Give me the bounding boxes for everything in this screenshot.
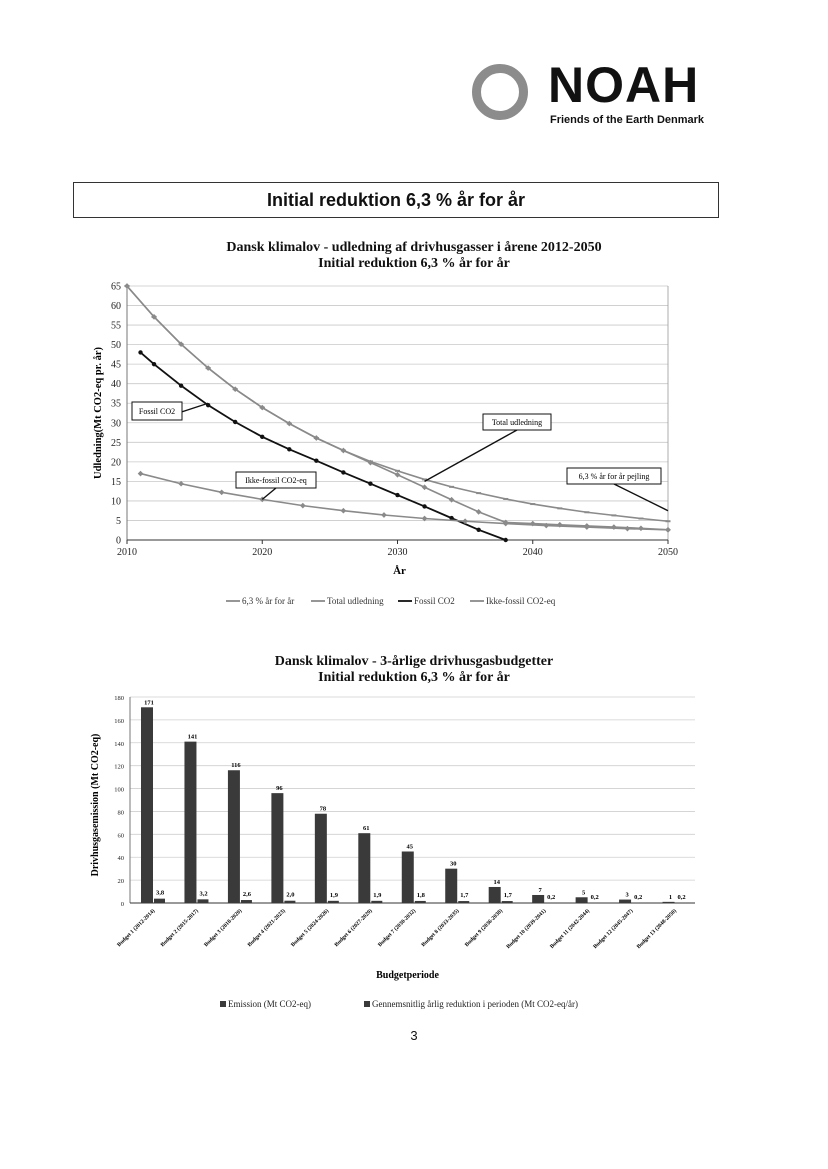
bar-value-label: 141	[187, 733, 198, 741]
data-point	[341, 448, 347, 454]
bar-value-label: 0,2	[634, 893, 643, 901]
legend-swatch	[364, 1001, 370, 1007]
y-tick-label: 120	[114, 763, 124, 771]
bar-value-label: 3,8	[156, 889, 165, 897]
bar-value-label: 116	[231, 762, 241, 770]
data-point	[449, 486, 454, 488]
bar-value-label: 1,9	[329, 891, 338, 899]
emission-bar	[315, 814, 327, 903]
y-tick-label: 40	[117, 855, 124, 863]
y-tick-label: 10	[111, 496, 121, 508]
reduction-bar	[197, 899, 208, 903]
bar-value-label: 3	[625, 891, 629, 899]
y-tick-label: 50	[111, 340, 121, 352]
data-point	[260, 435, 264, 439]
y-axis-label: Udledning(Mt CO2-eq pr. år)	[93, 346, 104, 480]
reduction-bar	[371, 901, 382, 903]
chart1-title: Dansk klimalov - udledning af drivhusgasser i årene 2012-2050	[226, 240, 602, 255]
data-point	[422, 484, 428, 490]
data-point	[557, 507, 562, 509]
annotation-text: 6,3 % år for år pejling	[578, 472, 650, 481]
category-label: Budget 3 (2018-2020)	[203, 908, 244, 949]
bar-value-label: 2,6	[242, 891, 252, 899]
data-point	[287, 447, 291, 451]
y-tick-label: 5	[116, 515, 121, 527]
y-tick-label: 60	[117, 832, 124, 840]
data-point	[638, 518, 643, 520]
annotation-text: Total udledning	[491, 418, 543, 427]
data-point	[584, 511, 589, 513]
data-point	[314, 458, 318, 462]
emission-bar	[576, 897, 588, 903]
legend-label: Emission (Mt CO2-eq)	[228, 999, 311, 1009]
bar-value-label: 14	[493, 878, 500, 886]
data-point	[219, 489, 225, 495]
y-tick-label: 15	[111, 476, 121, 488]
series-line-3	[138, 352, 506, 540]
legend-label: 6,3 % år for år	[242, 596, 295, 606]
data-point	[368, 482, 372, 486]
annotation-text: Ikke-fossil CO2-eq	[245, 476, 307, 485]
data-point	[503, 498, 508, 500]
x-tick-label: 2030	[387, 547, 408, 558]
bar-value-label: 1,8	[416, 891, 425, 899]
bar-value-label: 96	[276, 785, 283, 793]
bar-value-label: 78	[319, 805, 327, 813]
emission-bar	[489, 887, 501, 903]
data-point	[381, 512, 387, 518]
y-tick-label: 65	[111, 281, 121, 293]
bar-value-label: 5	[581, 889, 586, 897]
y-tick-label: 140	[114, 740, 124, 748]
reduction-bar	[458, 901, 469, 903]
data-point	[625, 526, 631, 532]
category-label: Budget 5 (2024-2026)	[290, 908, 331, 949]
y-tick-label: 20	[111, 457, 121, 469]
data-point	[504, 538, 508, 542]
bar-value-label: 30	[449, 860, 457, 868]
legend-label: Total udledning	[327, 596, 384, 606]
x-axis-label: Budgetperiode	[376, 970, 439, 981]
y-tick-label: 180	[114, 695, 124, 702]
banner-title: Initial reduktion 6,3 % år for år	[266, 189, 526, 210]
bar-chart	[0, 685, 828, 1020]
emission-bar	[532, 895, 544, 903]
y-tick-label: 30	[111, 418, 121, 430]
emission-bar	[228, 770, 240, 903]
logo-ring-icon	[472, 64, 528, 120]
data-point	[476, 509, 482, 515]
bar-value-label: 2,0	[286, 891, 295, 899]
y-tick-label: 160	[114, 717, 124, 725]
emission-bar	[445, 869, 457, 903]
data-point	[611, 514, 616, 516]
x-tick-label: 2040	[522, 547, 543, 558]
reduction-bar	[154, 899, 165, 903]
line-chart	[0, 270, 828, 620]
x-tick-label: 2050	[658, 547, 678, 558]
category-label: Budget 9 (2036-2038)	[464, 908, 505, 949]
reduction-bar	[502, 901, 513, 903]
data-point	[138, 350, 142, 354]
data-point	[665, 527, 671, 533]
data-point	[395, 472, 401, 478]
page-number: 3	[410, 1028, 418, 1043]
bar-value-label: 1,9	[373, 891, 382, 899]
y-tick-label: 45	[111, 359, 121, 371]
y-tick-label: 20	[117, 878, 124, 886]
category-label: Budget 13 (2048-2050)	[635, 908, 678, 951]
x-tick-label: 2010	[117, 547, 137, 558]
data-point	[300, 503, 306, 509]
emission-bar	[141, 707, 153, 903]
annotation-leader	[262, 488, 276, 499]
category-label: Budget 4 (2021-2023)	[246, 908, 287, 949]
data-point	[179, 383, 183, 387]
reduction-bar	[284, 901, 295, 903]
bar-value-label: 0,2	[590, 893, 599, 901]
category-label: Budget 1 (2012-2014)	[116, 908, 157, 949]
emission-bar	[358, 833, 370, 903]
data-point	[395, 493, 399, 497]
data-point	[341, 508, 347, 514]
emission-bar	[619, 900, 631, 903]
y-tick-label: 0	[116, 535, 121, 547]
bar-value-label: 1,7	[503, 892, 512, 900]
chart1-subtitle: Initial reduktion 6,3 % år for år	[318, 256, 510, 271]
data-point	[314, 435, 320, 441]
emission-bar	[663, 902, 675, 903]
data-point	[476, 492, 481, 494]
data-point	[449, 497, 455, 503]
reduction-bar	[241, 900, 252, 903]
annotation-text: Fossil CO2	[138, 407, 176, 416]
data-point	[422, 504, 426, 508]
page-banner	[73, 182, 719, 218]
emission-bar	[184, 742, 196, 903]
category-label: Budget 11 (2042-2044)	[549, 908, 592, 950]
bar-value-label: 171	[144, 699, 154, 707]
reduction-bar	[328, 901, 339, 903]
bar-value-label: 1,7	[460, 892, 469, 900]
data-point	[233, 420, 237, 424]
emission-bar	[271, 793, 283, 903]
logo-word: NOAH	[548, 57, 700, 113]
legend-label: Ikke-fossil CO2-eq	[486, 596, 556, 606]
category-label: Budget 7 (2030-2032)	[377, 908, 418, 949]
y-tick-label: 35	[111, 398, 121, 410]
x-axis-label: År	[393, 565, 406, 577]
emission-bar	[402, 852, 414, 904]
y-tick-label: 60	[111, 301, 121, 313]
category-label: Budget 8 (2033-2035)	[420, 908, 461, 949]
x-tick-label: 2020	[252, 547, 273, 558]
category-label: Budget 6 (2027-2029)	[333, 908, 374, 949]
data-point	[666, 520, 671, 522]
chart2-subtitle: Initial reduktion 6,3 % år for år	[318, 670, 510, 685]
bar-value-label: 45	[406, 843, 414, 851]
category-label: Budget 10 (2039-2041)	[505, 908, 548, 951]
legend-swatch	[220, 1001, 226, 1007]
chart2-title: Dansk klimalov - 3-årlige drivhusgasbudgetter	[274, 654, 554, 669]
data-point	[341, 470, 345, 474]
y-tick-label: 0	[120, 901, 124, 908]
noah-logo	[472, 57, 717, 142]
data-point	[138, 471, 144, 477]
logo-tagline: Friends of the Earth Denmark	[550, 114, 705, 126]
y-tick-label: 25	[111, 437, 121, 449]
bar-value-label: 61	[363, 825, 370, 833]
y-tick-label: 80	[117, 809, 124, 817]
legend-label: Gennemsnitlig årlig reduktion i perioden (Mt CO2-eq/år)	[372, 999, 578, 1009]
reduction-bar	[415, 901, 426, 903]
data-point	[476, 528, 480, 532]
bar-value-label: 7	[538, 886, 542, 894]
y-tick-label: 40	[111, 379, 121, 391]
y-tick-label: 100	[114, 786, 124, 794]
data-point	[395, 470, 400, 472]
bar-value-label: 1	[668, 893, 673, 901]
bar-value-label: 0,2	[677, 893, 686, 901]
annotation-leader	[425, 430, 517, 481]
y-axis-label: Drivhusgasemission (Mt CO2-eq)	[90, 733, 101, 877]
category-label: Budget 12 (2045-2047)	[592, 908, 635, 951]
category-label: Budget 2 (2015-2017)	[159, 908, 200, 949]
data-point	[611, 524, 617, 530]
data-point	[530, 503, 535, 505]
bar-value-label: 0,2	[547, 893, 556, 901]
y-tick-label: 55	[111, 320, 121, 332]
annotation-leader	[614, 484, 668, 511]
bar-value-label: 3,2	[199, 890, 208, 898]
legend-label: Fossil CO2	[414, 596, 455, 606]
data-point	[152, 362, 156, 366]
